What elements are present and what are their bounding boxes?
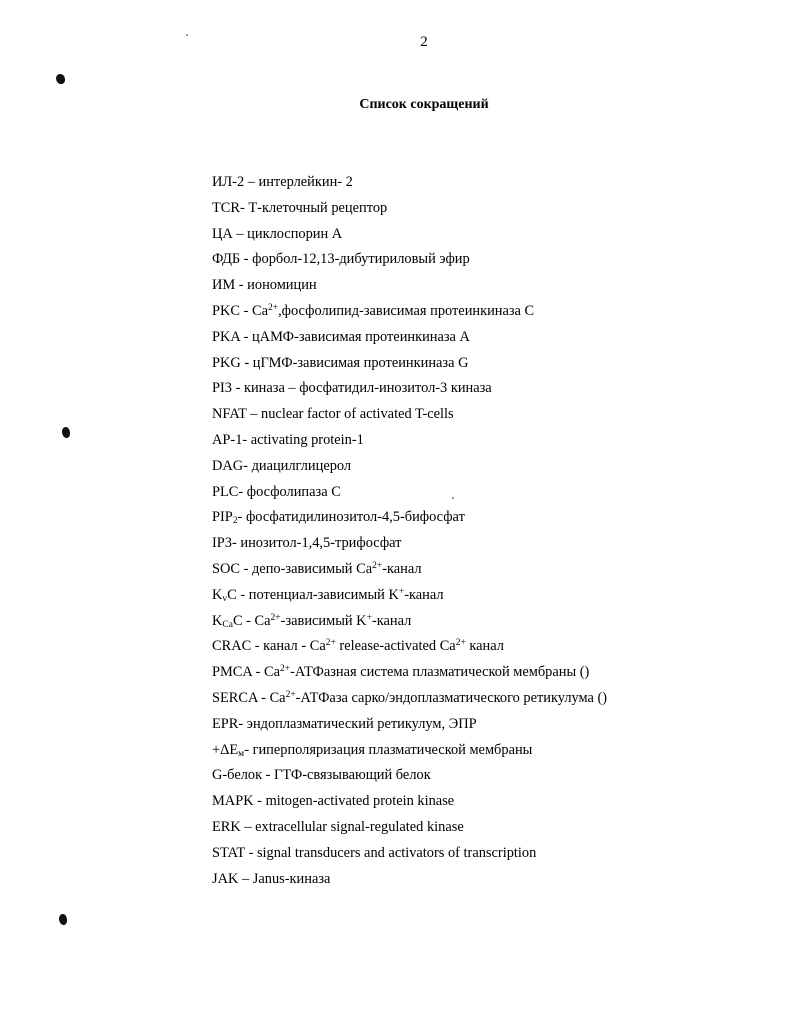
abbreviation-text: DAG- диацилглицерол (212, 457, 352, 474)
abbreviation-text: K (212, 612, 223, 629)
abbreviation-text: ERK – extracellular signal-regulated kinase (212, 818, 464, 835)
abbreviation-text: PLC- фосфолипаза С (212, 483, 341, 500)
abbreviation-item (212, 817, 607, 843)
abbreviation-text: G-белок - ГТФ-связывающий белок (212, 767, 431, 784)
abbreviation-item (212, 843, 607, 869)
subscript: Ca (222, 619, 233, 630)
abbreviation-text: PIP (212, 509, 233, 526)
abbreviation-text: SERCA - Ca (212, 689, 286, 706)
superscript: 2+ (455, 638, 466, 649)
abbreviation-item (212, 688, 607, 714)
scan-speck (452, 497, 454, 499)
abbreviation-item (212, 559, 607, 585)
abbreviation-text: JAK – Janus-киназа (212, 870, 331, 887)
abbreviation-list (212, 172, 607, 894)
abbreviation-text: - фосфатидилинозитол-4,5-бифосфат (237, 509, 465, 526)
abbreviation-text: CRAC - канал - Ca (212, 638, 326, 655)
abbreviation-text: IP3- инозитол-1,4,5-трифосфат (212, 535, 402, 552)
abbreviation-item (212, 456, 607, 482)
scan-mark (56, 74, 65, 84)
subscript: 2 (232, 516, 238, 527)
abbreviation-item (212, 353, 607, 379)
abbreviation-text: TCR- Т-клеточный рецептор (212, 199, 388, 216)
abbreviation-item (212, 869, 607, 895)
scan-mark (59, 914, 67, 925)
abbreviation-text: -канал (404, 586, 444, 603)
abbreviation-text: PKA - цАМФ-зависимая протеинкиназа А (212, 328, 470, 345)
abbreviation-text: PKC - Ca (212, 302, 268, 319)
abbreviation-text: - гиперполяризация плазматической мембраны (244, 741, 533, 758)
abbreviation-text: PKG - цГМФ-зависимая протеинкиназа G (212, 354, 469, 371)
abbreviation-text: SOC - депо-зависимый Ca (212, 560, 373, 577)
abbreviation-text: -АТФаза сарко/эндоплазматического ретикулума () (295, 689, 608, 706)
abbreviation-text: -канал (371, 612, 412, 629)
abbreviation-item (212, 714, 607, 740)
abbreviation-text: ЦА – циклоспорин А (212, 225, 343, 242)
abbreviation-text: канал (465, 638, 504, 655)
subscript: v (222, 593, 228, 604)
abbreviation-text: -канал (382, 560, 422, 577)
superscript: 2+ (325, 638, 336, 649)
abbreviation-item (212, 791, 607, 817)
superscript: + (398, 586, 405, 597)
abbreviation-item (212, 611, 607, 637)
page-number: 2 (420, 34, 428, 50)
abbreviation-text: C - Ca (232, 612, 271, 629)
abbreviation-text: K (212, 586, 223, 603)
abbreviation-item (212, 198, 607, 224)
superscript: 2+ (372, 560, 383, 571)
abbreviation-text: PMCA - Ca (212, 664, 280, 681)
abbreviation-text: ИМ - иономицин (212, 277, 317, 294)
abbreviation-item (212, 430, 607, 456)
abbreviation-text: MAPK - mitogen-activated protein kinase (212, 793, 455, 810)
abbreviation-text: ИЛ-2 – интерлейкин- 2 (212, 174, 353, 190)
abbreviation-text: ФДБ - форбол-12,13-дибутириловый эфир (212, 251, 470, 268)
abbreviation-text: PI3 - киназа – фосфатидил-инозитол-3 киназа (212, 380, 492, 397)
subscript: м (238, 748, 245, 759)
abbreviation-item (212, 378, 607, 404)
abbreviation-text: -АТФазная система плазматической мембраны () (290, 664, 590, 681)
abbreviation-text: STAT - signal transducers and activators of transcription (212, 844, 537, 861)
abbreviation-item (212, 585, 607, 611)
superscript: 2+ (279, 664, 291, 675)
abbreviation-item (212, 404, 607, 430)
abbreviation-text: release-activated Ca (335, 638, 456, 655)
abbreviation-text: NFAT – nuclear factor of activated T-cells (212, 406, 454, 423)
abbreviation-item (212, 482, 607, 508)
scan-speck (186, 34, 188, 36)
abbreviation-item (212, 507, 607, 533)
abbreviation-text: -зависимый K (280, 612, 367, 629)
abbreviation-item (212, 172, 607, 198)
superscript: 2+ (267, 302, 279, 313)
superscript: + (366, 612, 372, 623)
abbreviation-text: C - потенциал-зависимый K (227, 586, 399, 603)
abbreviation-item (212, 249, 607, 275)
scan-mark (62, 427, 70, 438)
abbreviation-item (212, 301, 607, 327)
abbreviation-item (212, 224, 607, 250)
superscript: 2+ (285, 689, 296, 700)
abbreviation-item (212, 662, 607, 688)
abbreviation-item (212, 533, 607, 559)
abbreviation-text: +ΔE (212, 741, 239, 758)
abbreviation-item (212, 636, 607, 662)
abbreviation-item (212, 275, 607, 301)
superscript: 2+ (270, 612, 281, 623)
abbreviation-item (212, 327, 607, 353)
abbreviation-item (212, 740, 607, 766)
abbreviation-text: ,фосфолипид-зависимая протеинкиназа С (278, 302, 535, 319)
abbreviation-item (212, 765, 607, 791)
abbreviation-text: EPR- эндоплазматический ретикулум, ЭПР (212, 715, 477, 732)
abbreviation-text: AP-1- activating protein-1 (212, 431, 364, 448)
page-title: Список сокращений (359, 97, 489, 112)
